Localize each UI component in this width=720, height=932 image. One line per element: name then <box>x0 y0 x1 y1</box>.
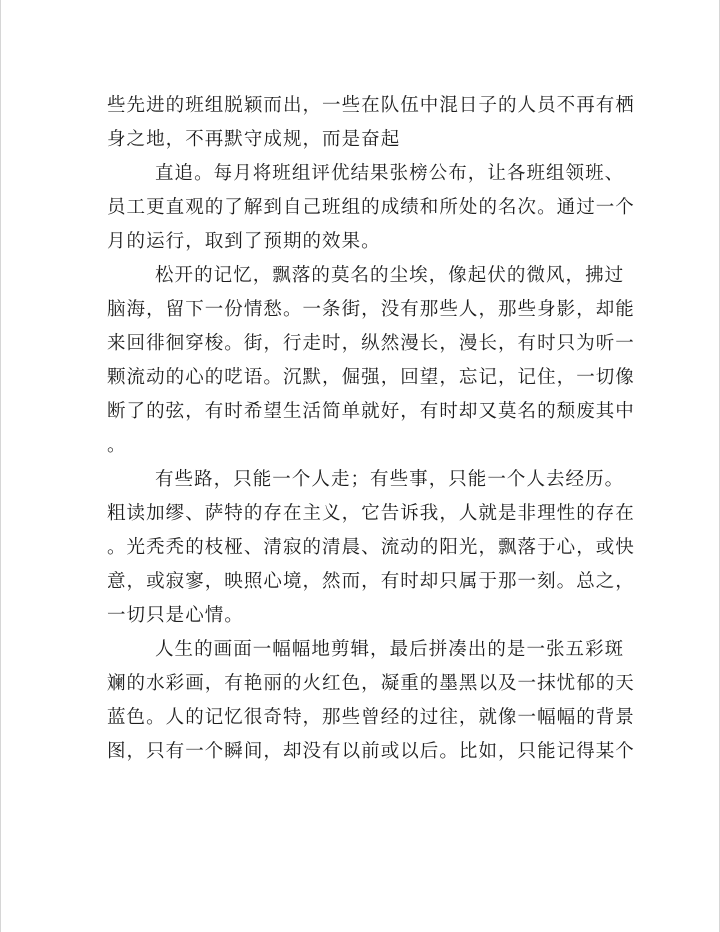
text-line: 图，只有一个瞬间，却没有以前或以后。比如，只能记得某个 <box>107 741 635 762</box>
text-line: 来回徘徊穿梭。街，行走时，纵然漫长，漫长，有时只为听一 <box>107 333 635 354</box>
text-line: 员工更直观的了解到自己班组的成绩和所处的名次。通过一个 <box>107 197 635 218</box>
text-line: 斓的水彩画，有艳丽的火红色，凝重的墨黑以及一抹忧郁的天 <box>107 673 635 694</box>
text-line: 颗流动的心的呓语。沉默，倔强，回望，忘记，记住，一切像 <box>107 367 635 388</box>
text-line: 月的运行，取到了预期的效果。 <box>107 231 381 252</box>
text-line: 直追。每月将班组评优结果张榜公布，让各班组领班、 <box>155 163 625 184</box>
text-line: 意，或寂寥，映照心境，然而，有时却只属于那一刻。总之， <box>107 571 635 592</box>
document-body <box>107 89 635 769</box>
text-line: 脑海，留下一份情愁。一条街，没有那些人，那些身影，却能 <box>107 299 635 320</box>
text-line: 一切只是心情。 <box>107 605 244 626</box>
text-line: 有些路，只能一个人走；有些事，只能一个人去经历。 <box>155 469 625 490</box>
text-line: 松开的记忆，飘落的莫名的尘埃，像起伏的微风，拂过 <box>155 265 625 286</box>
text-line: 身之地，不再默守成规，而是奋起 <box>107 129 401 150</box>
text-line: 些先进的班组脱颖而出，一些在队伍中混日子的人员不再有栖 <box>107 95 635 116</box>
text-line: 人生的画面一幅幅地剪辑，最后拼凑出的是一张五彩斑 <box>155 639 625 660</box>
text-line: 。 <box>107 435 127 456</box>
text-line: 断了的弦，有时希望生活简单就好，有时却又莫名的颓废其中 <box>107 401 635 422</box>
text-line: 。光秃秃的枝桠、清寂的清晨、流动的阳光，飘落于心，或快 <box>107 537 635 558</box>
text-line: 蓝色。人的记忆很奇特，那些曾经的过往，就像一幅幅的背景 <box>107 707 635 728</box>
text-line: 粗读加缪、萨特的存在主义，它告诉我，人就是非理性的存在 <box>107 503 635 524</box>
